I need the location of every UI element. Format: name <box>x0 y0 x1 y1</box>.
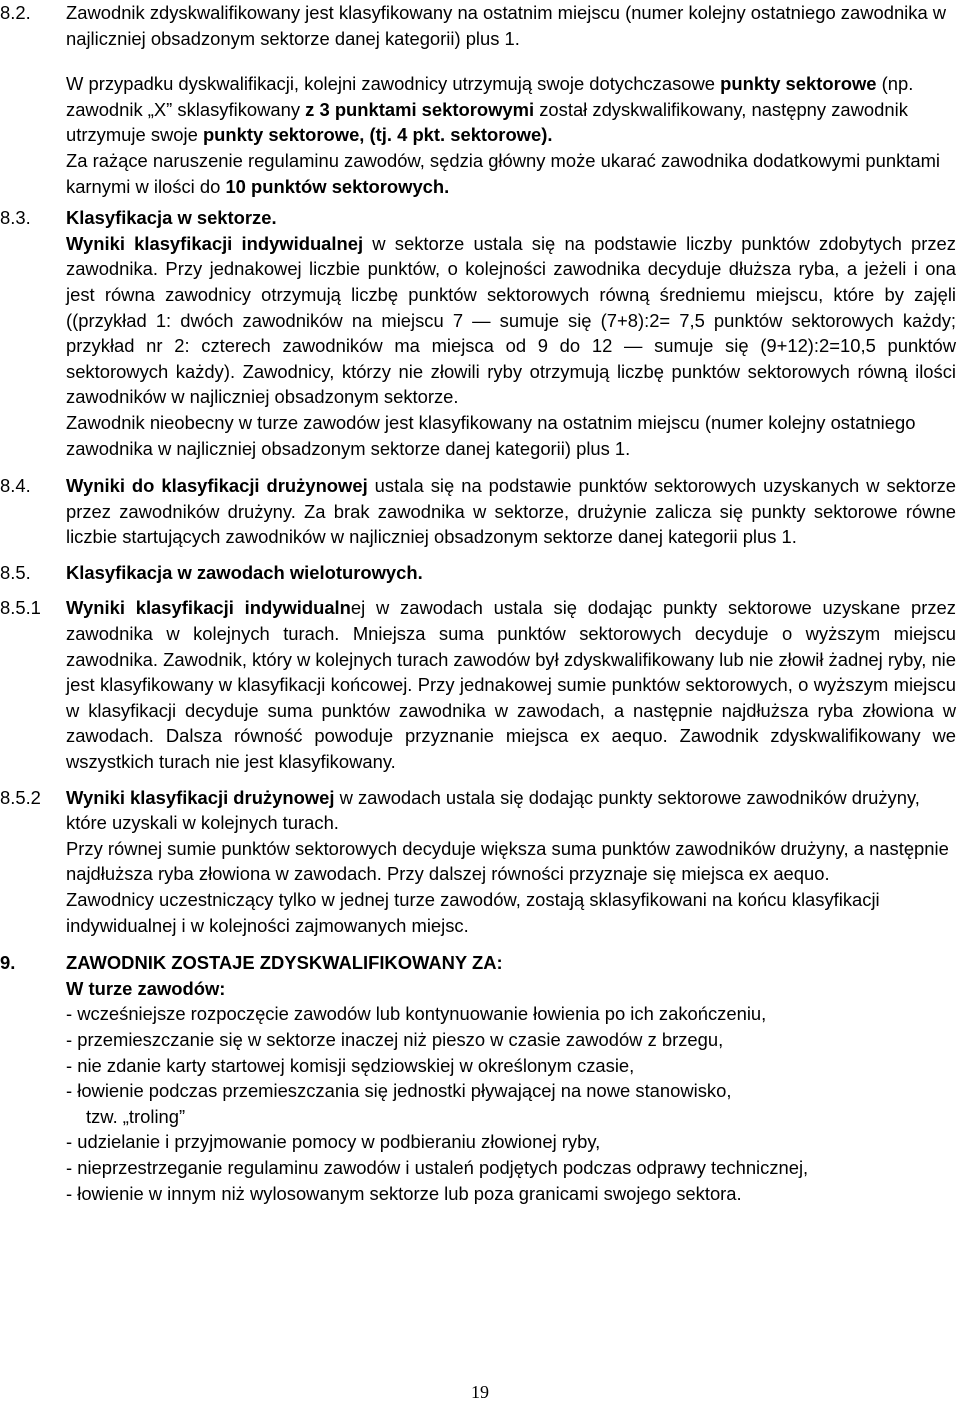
page-number: 19 <box>471 1382 489 1402</box>
list-item: - udzielanie i przyjmowanie pomocy w podbieraniu złowionej ryby, <box>66 1131 601 1153</box>
paragraph: Wyniki klasyfikacji indywidualnej w zawodach ustala się dodając punkty sektorowe uzyskane przez zawodnika w kolejnych turach. Mniejsza suma punktów sektorowych decyduje o wyższym miejscu zawodnika. Zawodnik, który w kolejnych turach zawodów był zdyskwalifikowany lub nie złowił żadnej ryby, nie jest klasyfikowany w klasyfikacji końcowej. Przy jednakowej sumie punktów sektorowych, o wyższym miejscu w klasyfikacji decyduje suma punktów zawodnika w zawodach, a następnie najdłuższa ryba złowiona w zawodach. Dalsza równość powoduje przyznanie miejsca ex aequo. Zawodnik zdyskwalifikowany we wszystkich turach nie jest klasyfikowany. <box>66 597 956 773</box>
section-number: 8.5.2 <box>0 786 41 808</box>
section-number: 8.2. <box>0 2 31 23</box>
paragraph: W przypadku dyskwalifikacji, kolejni zawodnicy utrzymują swoje dotychczasowe punkty sektorowe (np. zawodnik „X” sklasyfikowany z 3 punktami sektorowymi został zdyskwalifikowany, następny zawodnik utrzymuje swoje punkty sektorowe, (tj. 4 pkt. sektorowe). <box>66 73 914 146</box>
list-item: - nie zdanie karty startowej komisji sędziowskiej w określonym czasie, <box>66 1054 635 1076</box>
list-item: - łowienie w innym niż wylosowanym sektorze lub poza granicami swojego sektora. <box>66 1182 742 1204</box>
paragraph: Zawodnik nieobecny w turze zawodów jest klasyfikowany na ostatnim miejscu (numer kolejny ostatniego zawodnika w najliczniej obsadzonym sektorze danej kategorii) plus 1. <box>66 411 916 459</box>
section-8-2 <box>0 0 960 199</box>
list-item: tzw. „troling” <box>86 1105 186 1127</box>
paragraph: Zawodnik zdyskwalifikowany jest klasyfikowany na ostatnim miejscu (numer kolejny ostatniego zawodnika w najliczniej obsadzonym sektorze danej kategorii) plus 1. <box>66 2 947 49</box>
section-title: Klasyfikacja w sektorze. <box>66 207 277 229</box>
paragraph: Przy równej sumie punktów sektorowych decyduje większa suma punktów zawodników drużyny, a następnie najdłuższa ryba złowiona w zawodach. Przy dalszej równości przyznaje się miejsca ex aequo. <box>66 837 949 885</box>
section-number: 8.5.1 <box>0 597 41 619</box>
section-number: 9. <box>0 952 16 974</box>
section-subtitle: W turze zawodów: <box>66 977 226 999</box>
section-number: 8.4. <box>0 475 31 497</box>
section-8-5-1 <box>0 595 960 774</box>
section-number: 8.3. <box>0 207 31 229</box>
section-8-5-2 <box>0 785 960 939</box>
section-9 <box>0 950 960 1206</box>
list-item: - przemieszczanie się w sektorze inaczej niż pieszo w czasie zawodów z brzegu, <box>66 1028 724 1050</box>
paragraph: Wyniki klasyfikacji drużynowej w zawodach ustala się dodając punkty sektorowe zawodników drużyny, które uzyskali w kolejnych turach. <box>66 786 920 834</box>
section-title: Klasyfikacja w zawodach wieloturowych. <box>66 561 423 583</box>
section-title: ZAWODNIK ZOSTAJE ZDYSKWALIFIKOWANY ZA: <box>66 952 503 974</box>
section-8-5 <box>0 560 960 586</box>
list-item: - nieprzestrzeganie regulaminu zawodów i ustaleń podjętych podczas odprawy technicznej, <box>66 1156 809 1178</box>
paragraph: Zawodnicy uczestniczący tylko w jednej turze zawodów, zostają sklasyfikowani na końcu klasyfikacji indywidualnej i w kolejności zajmowanych miejsc. <box>66 889 880 936</box>
paragraph: Wyniki do klasyfikacji drużynowej ustala się na podstawie punktów sektorowych uzyskanych w sektorze przez zawodników drużyny. Za brak zawodnika w sektorze, drużynie zalicza się punkty sektorowe równe liczbie startujących zawodników w najliczniej obsadzonym sektorze danej kategorii plus 1. <box>66 475 956 548</box>
list-item: - łowienie podczas przemieszczania się jednostki pływającej na nowe stanowisko, <box>66 1080 732 1102</box>
paragraph: Wyniki klasyfikacji indywidualnej w sektorze ustala się na podstawie liczby punktów zdobytych przez zawodnika. Przy jednakowej liczbie punktów, o kolejności zawodnika decyduje dłuższa ryba, a jeżeli i ona jest równa zawodnicy otrzymują liczbę punktów sektorowych równą średniemu miejscu, które by zajęli ((przykład 1: dwóch zawodników na miejscu 7 — sumuje się (7+8):2= 7,5 punktów sektorowych każdy; przykład nr 2: czterech zawodników ma miejsca od 9 do 12 — sumuje się (9+12):2=10,5 punktów sektorowych każdy). Zawodnicy, którzy nie złowili ryby otrzymują liczbę punktów sektorowych równą ilości zawodników w najliczniej obsadzonym sektorze. <box>66 232 956 408</box>
paragraph: Za rażące naruszenie regulaminu zawodów, sędzia główny może ukarać zawodnika dodatkowymi punktami karnymi w ilości do 10 punktów sektorowych. <box>66 149 941 197</box>
section-8-3 <box>0 205 960 461</box>
section-8-4 <box>0 473 960 550</box>
section-number: 8.5. <box>0 561 31 583</box>
list-item: - wcześniejsze rozpoczęcie zawodów lub kontynuowanie łowienia po ich zakończeniu, <box>66 1003 767 1025</box>
